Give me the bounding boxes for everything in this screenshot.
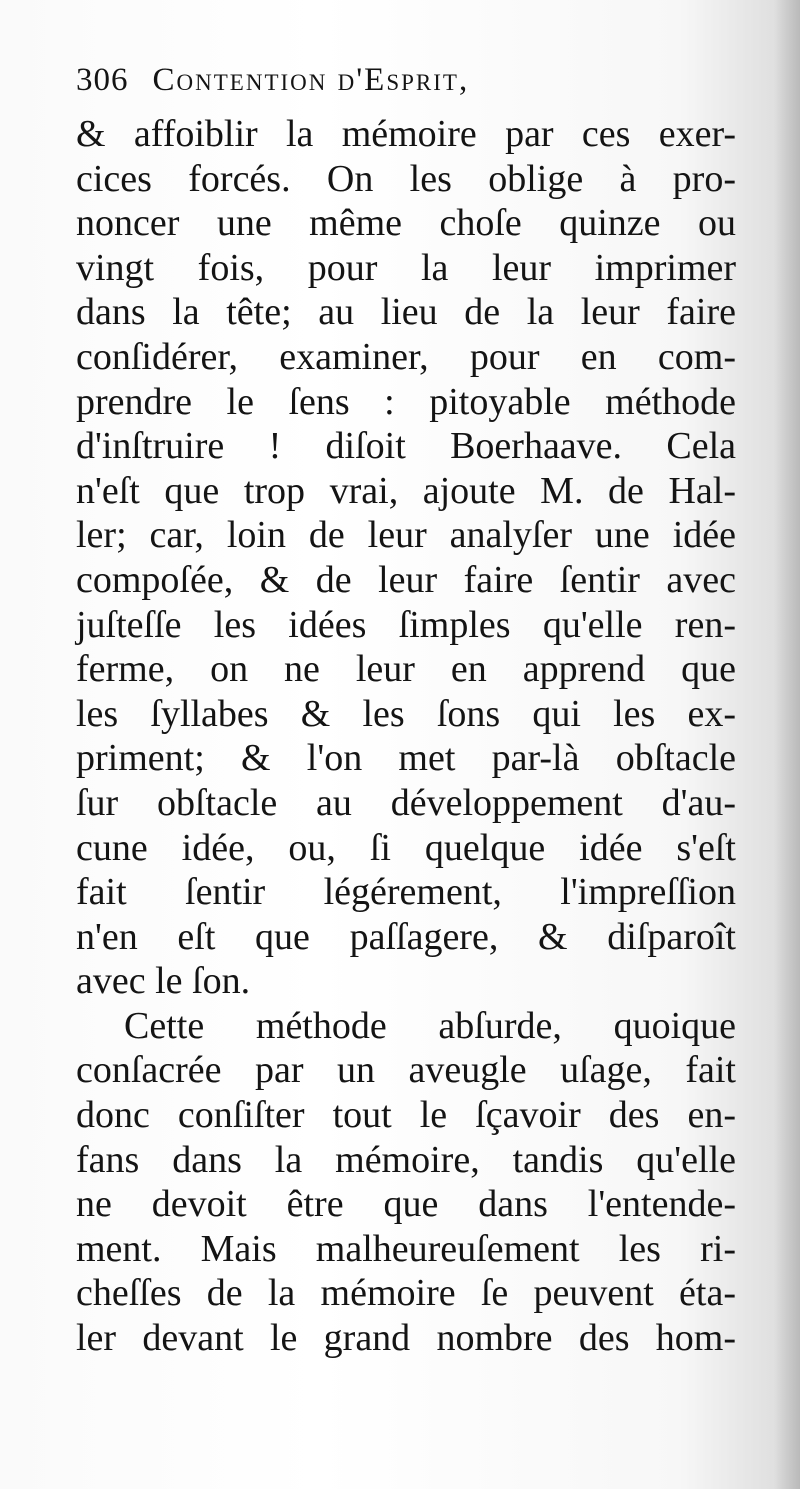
text-line: donc conſiſter tout le ſçavoir des en- xyxy=(76,1094,736,1137)
text-line: conſacrée par un aveugle uſage, fait xyxy=(76,1049,736,1092)
text-line: fait ſentir légérement, l'impreſſion xyxy=(76,871,736,914)
text-line: fans dans la mémoire, tandis qu'elle xyxy=(76,1138,736,1181)
page-number: 306 xyxy=(76,62,129,98)
text-line: ferme, on ne leur en apprend que xyxy=(76,648,736,691)
text-line: ſur obſtacle au développement d'au- xyxy=(76,781,736,824)
body-text xyxy=(76,112,736,1361)
text-line: prendre le ſens : pitoyable méthode xyxy=(76,380,736,423)
text-line: noncer une même choſe quinze ou xyxy=(76,202,736,245)
text-line: cices forcés. On les oblige à pro- xyxy=(76,157,736,200)
text-line: d'inſtruire ! diſoit Boerhaave. Cela xyxy=(76,425,736,468)
page-header xyxy=(76,62,716,114)
text-line: n'en eſt que paſſagere, & diſparoît xyxy=(76,915,736,958)
text-line: priment; & l'on met par-là obſtacle xyxy=(76,737,736,780)
text-line: vingt fois, pour la leur imprimer xyxy=(76,246,736,289)
text-line: ment. Mais malheureuſement les ri- xyxy=(76,1227,736,1270)
text-line: & affoiblir la mémoire par ces exer- xyxy=(76,113,736,155)
text-line: cheſſes de la mémoire ſe peuvent éta- xyxy=(76,1272,736,1315)
page-edge-shadow xyxy=(774,0,800,1489)
text-line: cune idée, ou, ſi quelque idée s'eſt xyxy=(76,826,736,869)
text-line: ler devant le grand nombre des hom- xyxy=(76,1317,736,1360)
text-line: dans la tête; au lieu de la leur faire xyxy=(76,291,736,334)
text-line: n'eſt que trop vrai, ajoute M. de Hal- xyxy=(76,469,736,512)
text-line: compoſée, & de leur faire ſentir avec xyxy=(76,558,736,601)
text-line: ne devoit être que dans l'entende- xyxy=(76,1183,736,1226)
text-line: Cette méthode abſurde, quoique xyxy=(124,1004,736,1047)
text-line: ler; car, loin de leur analyſer une idée xyxy=(76,514,736,557)
text-line: juſteſſe les idées ſimples qu'elle ren- xyxy=(76,603,736,646)
text-line: avec le ſon. xyxy=(76,960,251,1003)
paragraph-2 xyxy=(76,1004,736,1361)
text-line: conſidérer, examiner, pour en com- xyxy=(76,335,736,378)
text-line: les ſyllabes & les ſons qui les ex- xyxy=(76,692,736,735)
running-head: Contention d'Esprit, xyxy=(152,62,470,98)
paragraph-1 xyxy=(76,112,736,1004)
